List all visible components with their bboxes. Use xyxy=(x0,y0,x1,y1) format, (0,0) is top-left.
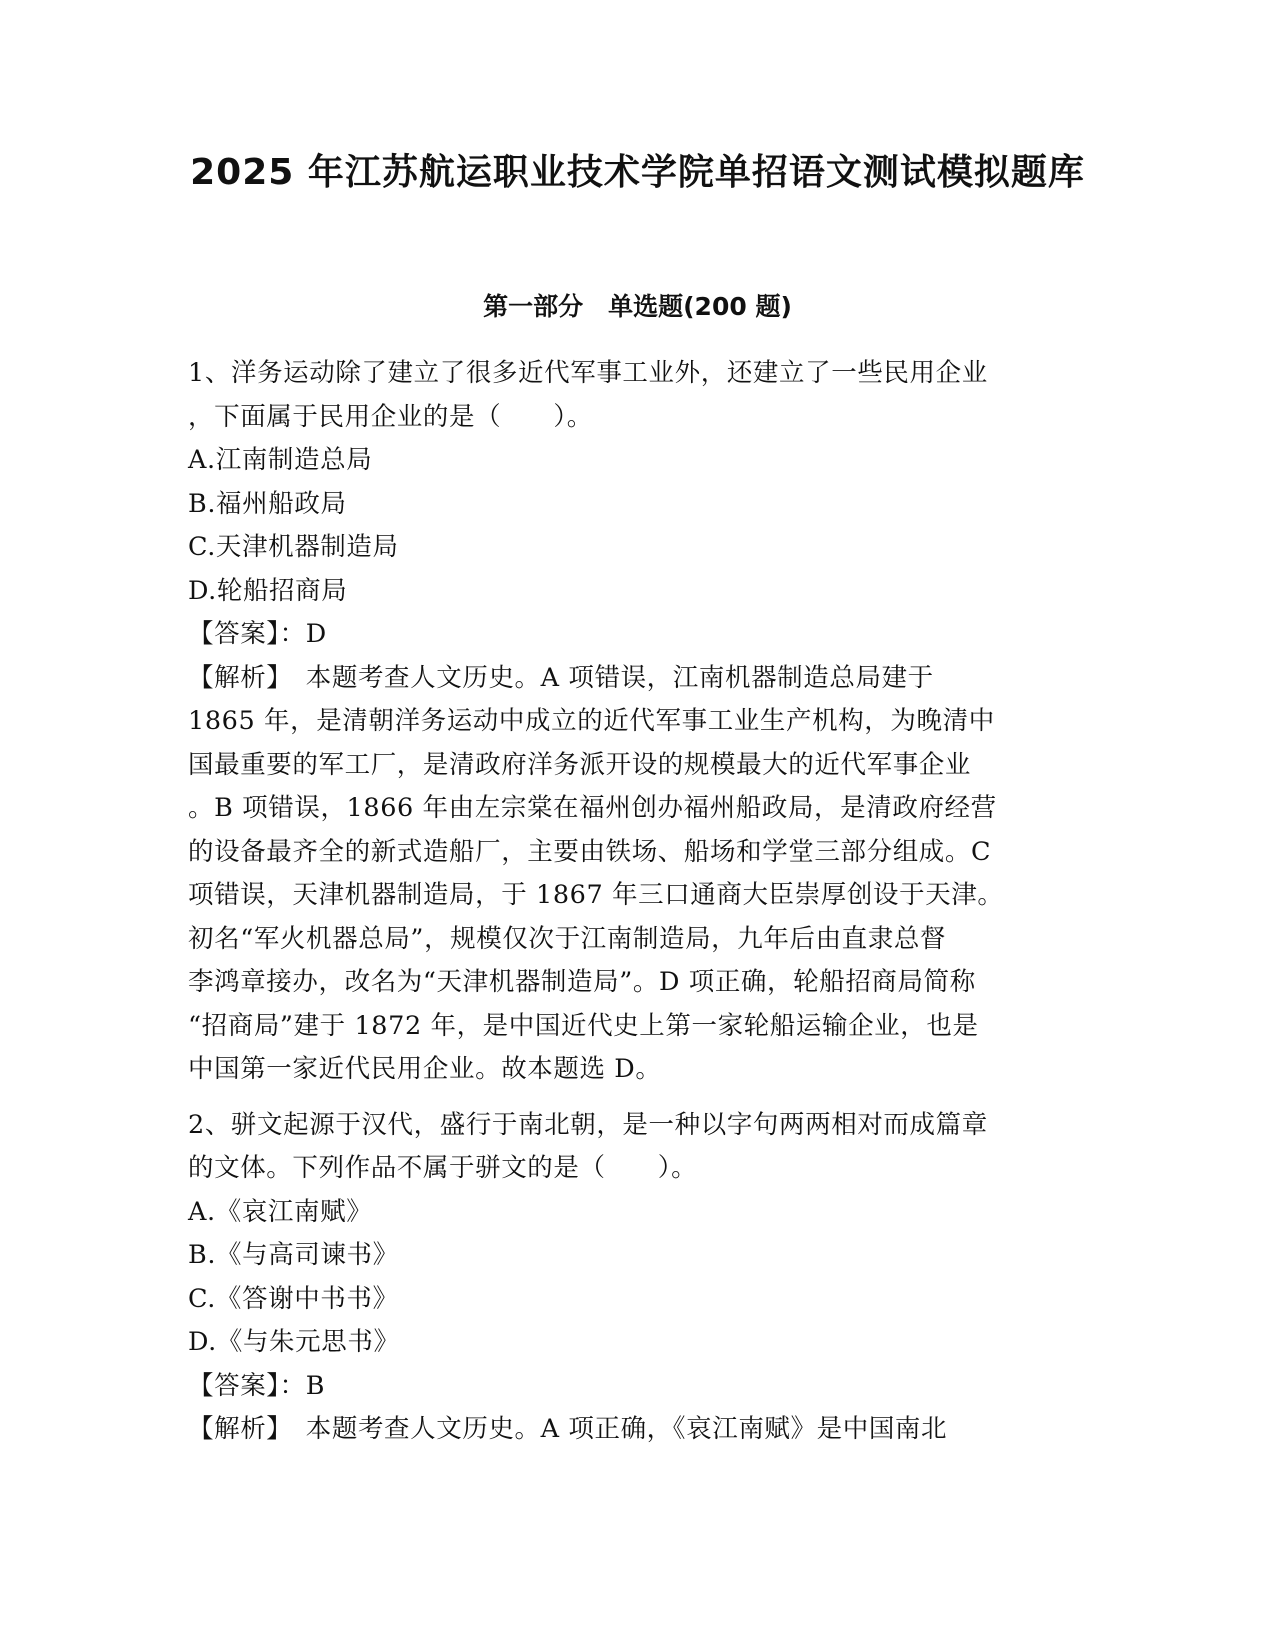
explanation-line: “招商局”建于 1872 年，是中国近代史上第一家轮船运输企业，也是 xyxy=(188,1010,979,1041)
option-a: A.《哀江南赋》 xyxy=(188,1196,373,1227)
option-a: A.江南制造总局 xyxy=(188,445,373,475)
answer-label: 【答案】： xyxy=(188,619,306,649)
option-c: C.天津机器制造局 xyxy=(188,532,399,562)
section-heading: 第一部分 单选题(200 题) xyxy=(483,292,792,321)
explanation-text: 本题考查人文历史。A 项错误，江南机器制造总局建于 xyxy=(279,662,934,693)
explanation-line: 国最重要的军工厂，是清政府洋务派开设的规模最大的近代军事企业 xyxy=(188,749,972,780)
answer-value: B xyxy=(305,1370,326,1401)
answer-line xyxy=(188,1365,1088,1409)
explanation-line: 的设备最齐全的新式造船厂，主要由铁场、船场和学堂三部分组成。C xyxy=(188,836,992,867)
question-list xyxy=(188,352,1088,1452)
answer-value: D xyxy=(305,619,327,649)
question-stem-line: 的文体。下列作品不属于骈文的是（ ）。 xyxy=(188,1153,698,1183)
option-d: D.《与朱元思书》 xyxy=(188,1327,400,1357)
question-2 xyxy=(188,1104,1088,1452)
explanation-line: 李鸿章接办，改名为“天津机器制造局”。D 项正确，轮船招商局简称 xyxy=(188,967,976,997)
explanation-line: 初名“军火机器总局”，规模仅次于江南制造局，九年后由直隶总督 xyxy=(188,923,947,954)
question-stem-line: 2、骈文起源于汉代，盛行于南北朝，是一种以字句两两相对而成篇章 xyxy=(188,1109,988,1140)
explanation-label: 【解析】 xyxy=(188,662,280,693)
option-b: B.《与高司谏书》 xyxy=(188,1240,399,1270)
explanation-line: 中国第一家近代民用企业。故本题选 D。 xyxy=(188,1054,662,1084)
answer-label: 【答案】： xyxy=(188,1370,306,1401)
answer-line xyxy=(188,613,1088,657)
explanation-text: 本题考查人文历史。A 项正确，《哀江南赋》是中国南北 xyxy=(279,1414,948,1444)
question-stem-line: ，下面属于民用企业的是（ ）。 xyxy=(188,401,593,432)
explanation-label: 【解析】 xyxy=(188,1414,280,1444)
explanation-line xyxy=(188,657,1088,701)
document-title: 2025 年江苏航运职业技术学院单招语文测试模拟题库 xyxy=(190,152,1085,193)
explanation-line: 项错误，天津机器制造局，于 1867 年三口通商大臣崇厚创设于天津。 xyxy=(188,880,1004,910)
question-1 xyxy=(188,352,1088,1092)
explanation-line: 1865 年，是清朝洋务运动中成立的近代军事工业生产机构，为晚清中 xyxy=(188,706,995,736)
question-spacer xyxy=(188,1092,1088,1104)
question-stem-line: 1、洋务运动除了建立了很多近代军事工业外，还建立了一些民用企业 xyxy=(188,358,988,388)
option-b: B.福州船政局 xyxy=(188,488,347,519)
explanation-line xyxy=(188,1408,1088,1452)
explanation-line: 。B 项错误，1866 年由左宗棠在福州创办福州船政局，是清政府经营 xyxy=(188,793,997,823)
option-c: C.《答谢中书书》 xyxy=(188,1283,399,1314)
option-d: D.轮船招商局 xyxy=(188,575,348,606)
